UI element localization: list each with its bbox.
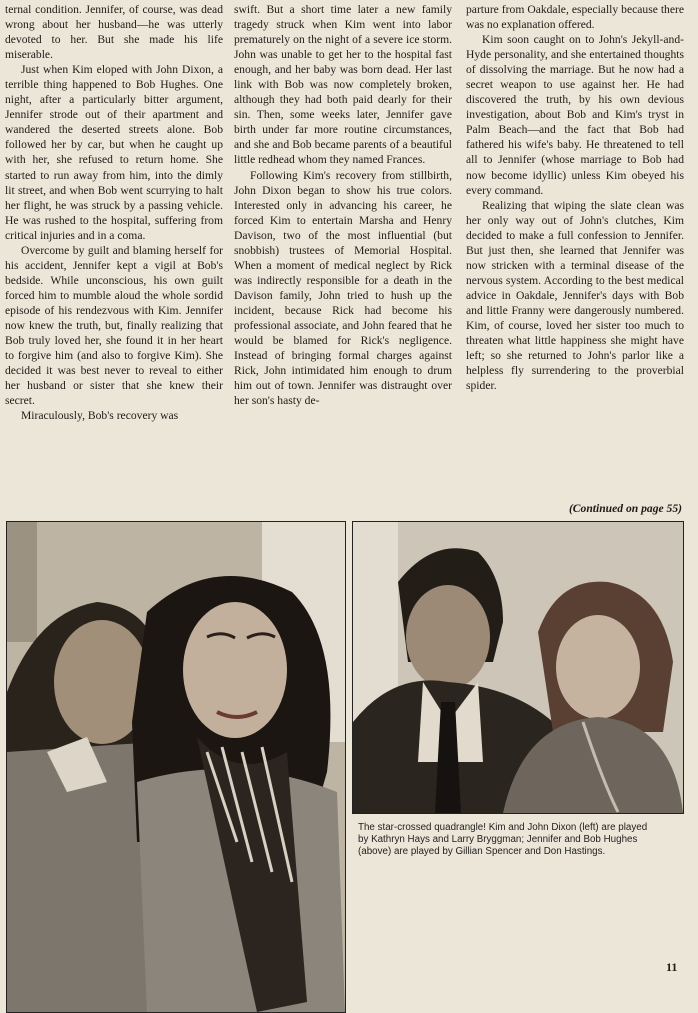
- paragraph: parture from Oakdale, especially because there was no explanation offered.: [466, 3, 684, 32]
- article-column-3: [466, 2, 684, 393]
- photo-kim-and-john-image: [7, 522, 345, 1012]
- paragraph: Kim soon caught on to John's Jekyll-and-Hyde personality, and she entertained thoughts of dissolving the marriage. But he now had a secret weapon to use against her. He had discovered the truth, by his own devious investigation, about Bob and Kim's tryst in Palm Beach—and the fact that Bob had fathered his wife's baby. He threatened to tell all to Jennifer (whose marriage to Bob had now become idyllic) unless Kim obeyed his every command.: [466, 33, 684, 197]
- paragraph: Overcome by guilt and blaming herself for his accident, Jennifer kept a vigil at Bob's bedside. While unconscious, his own guilt forced him to mumble aloud the whole sordid episode of his rendezvous with Kim. Jennifer now knew the truth, but, finally realizing that Bob truly loved her, she found it in her heart to forgive him (and also to forgive Kim). She decided it was best never to reveal to either her husband or sister that she knew their secret.: [5, 243, 223, 408]
- paragraph: Following Kim's recovery from stillbirth, John Dixon began to show his true colors. Interested only in advancing his career, he forced Kim to entertain Marsha and Henry Davison, two of the most influential (but snobbish) trustees of Memorial Hospital. When a moment of medical neglect by Rick was indirectly responsible for a death in the Davison family, John tried to hush up the incident, because Rick had become his professional associate, and John feared that he would be blamed for Rick's negligence. Instead of bringing formal charges against Rick, John intimidated him enough to drum him out of town. Jennifer was distraught over her son's hasty de-: [234, 168, 452, 408]
- paragraph: Miraculously, Bob's recovery was: [21, 409, 179, 423]
- article-column-2: [234, 2, 452, 408]
- page-number: 11: [666, 960, 678, 974]
- article-column-1: [5, 2, 223, 423]
- paragraph: Just when Kim eloped with John Dixon, a terrible thing happened to Bob Hughes. One night, after a particularly bitter argument, Jennifer strode out of their apartment and wandered the deserted streets alone. Bob followed her by car, but when he caught up with her, she refused to return home. She started to run away from him, into the dimly lit street, and when Bob went scurrying to halt her flight, he was struck by a passing vehicle. He was rushed to the hospital, suffering from critical injuries and in a coma.: [5, 63, 223, 242]
- continued-note: (Continued on page 55): [568, 502, 682, 515]
- photo-caption: The star-crossed quadrangle! Kim and John Dixon (left) are played by Kathryn Hays and Larry Bryggman; Jennifer and Bob Hughes (above) are played by Gillian Spencer and Don Hastings.: [358, 822, 648, 858]
- paragraph: Realizing that wiping the slate clean was her only way out of John's clutches, Kim decided to make a full confession to Jennifer. But just then, she learned that Jennifer was now stricken with a terminal disease of the nervous system. According to the best medical advice in Oakdale, Jennifer's days with Bob and little Franny were dangerously numbered. Kim, of course, loved her sister too much to threaten what little happiness she might have left; so she returned to John's parlor like a helpless fly surrendering to the proverbial spider.: [466, 198, 684, 393]
- paragraph: swift. But a short time later a new family tragedy struck when Kim went into labor prematurely on the night of a severe ice storm. John was unable to get her to the hospital fast enough, and her baby was born dead. Her last link with Bob was now completely broken, although they had both paid dearly for their sin. Then, some weeks later, Jennifer gave birth under far more routine circumstances, and she and Bob became parents of a beautiful little redhead whom they named Frances.: [234, 3, 452, 167]
- paragraph: ternal condition. Jennifer, of course, was dead wrong about her husband—he was utterly devoted to her. But she made his life miserable.: [5, 3, 223, 62]
- photo-jennifer-and-bob: [352, 521, 684, 814]
- photo-kim-and-john: [6, 521, 346, 1013]
- photo-jennifer-and-bob-image: [353, 522, 683, 813]
